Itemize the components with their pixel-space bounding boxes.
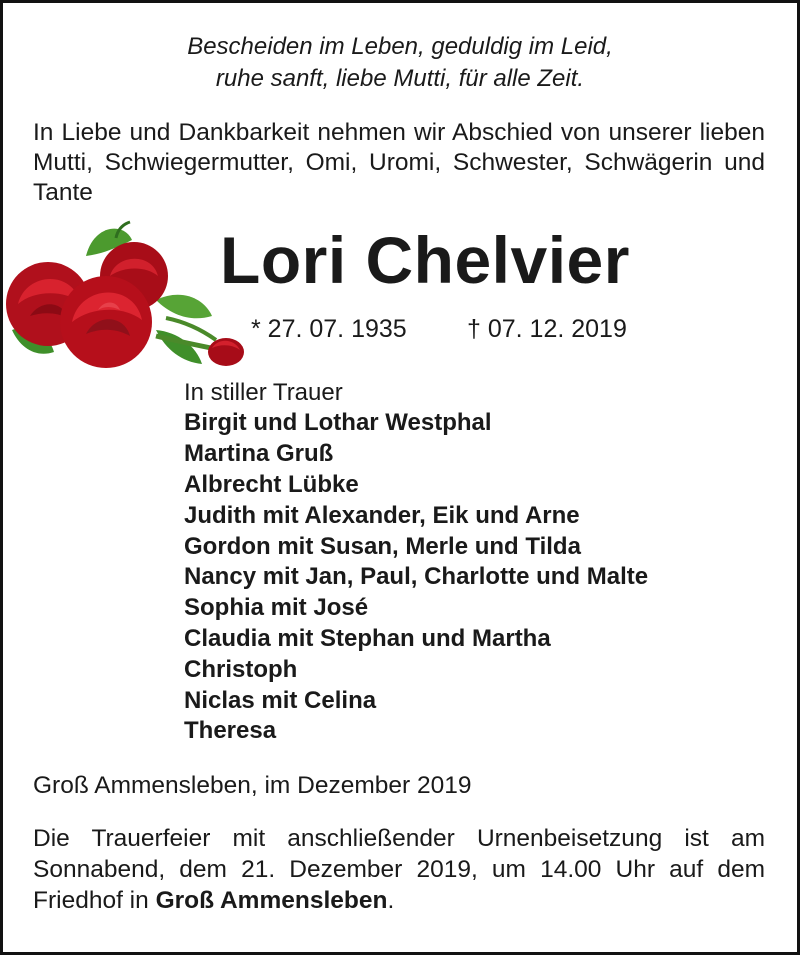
mourner-name: Judith mit Alexander, Eik und Arne [184, 502, 580, 529]
intro-text: In Liebe und Dankbarkeit nehmen wir Abschied von unserer lieben Mutti, Schwiegermutter, Omi, Uromi, Schwester, Schwägerin und Tante [33, 119, 765, 206]
mourner-name: Albrecht Lübke [184, 471, 359, 498]
mourner-name: Nancy mit Jan, Paul, Charlotte und Malte [184, 563, 649, 590]
mourner-name: Birgit und Lothar Westphal [184, 409, 492, 436]
mourner-name: Christoph [184, 656, 298, 683]
deceased-name: Lori Chelvier [220, 223, 630, 297]
motto-line-2: ruhe sanft, liebe Mutti, für alle Zeit. [215, 65, 585, 92]
funeral-text: Die Trauerfeier mit anschließender Urnenbeisetzung ist am Sonnabend, dem 21. Dezember 2019, um 14.00 Uhr auf dem Friedhof in [33, 825, 765, 914]
mourner-name: Niclas mit Celina [184, 687, 377, 714]
place-date: Groß Ammensleben, im Dezember 2019 [33, 772, 472, 799]
funeral-notice [33, 823, 765, 916]
red-roses-icon [6, 218, 246, 378]
motto-line-1: Bescheiden im Leben, geduldig im Leid, [187, 33, 613, 60]
mourner-name: Martina Gruß [184, 440, 334, 467]
mourner-name: Sophia mit José [184, 594, 369, 621]
mourner-name: Gordon mit Susan, Merle und Tilda [184, 533, 581, 560]
mourners-intro: In stiller Trauer [184, 379, 343, 406]
funeral-end: . [387, 887, 395, 914]
death-date: † 07. 12. 2019 [467, 315, 627, 343]
funeral-place: Groß Ammensleben [155, 887, 388, 914]
mourner-name: Theresa [184, 717, 277, 744]
birth-date: * 27. 07. 1935 [251, 315, 407, 343]
mourner-name: Claudia mit Stephan und Martha [184, 625, 551, 652]
